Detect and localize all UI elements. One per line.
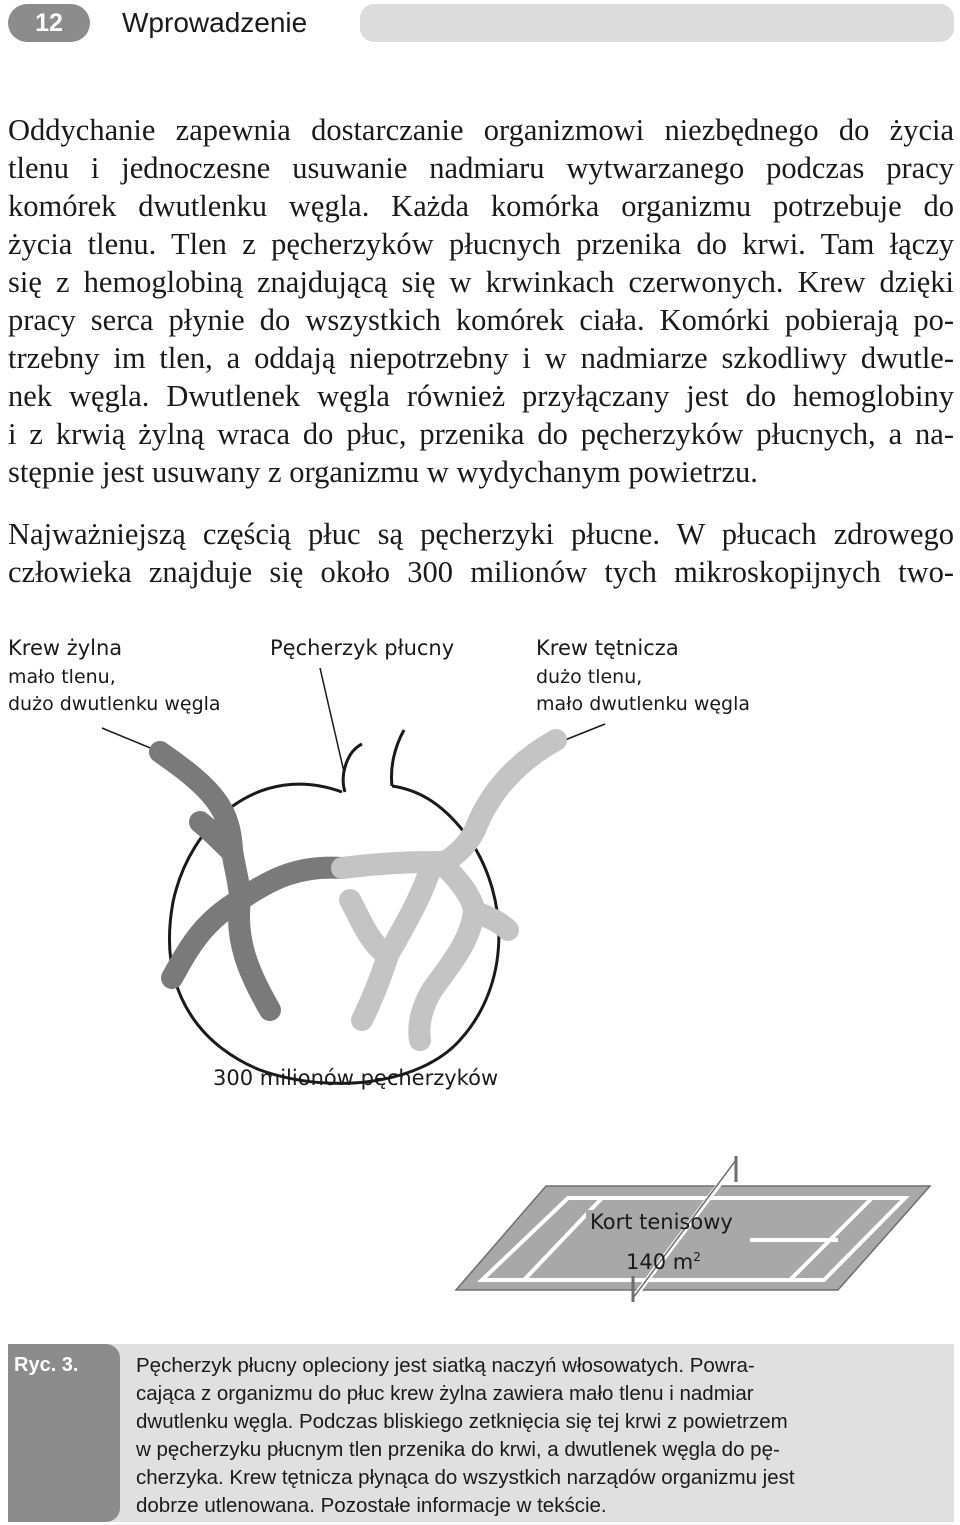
court-area-label [626, 1250, 701, 1274]
caption-line: dobrze utlenowana. Pozostałe informacje w tekście. [136, 1494, 607, 1517]
venous-capillaries [160, 752, 342, 1010]
caption-line: dwutlenku węgla. Podczas bliskiego zetknięcia się tej krwi z powietrzem [136, 1410, 788, 1433]
header-bar [360, 4, 954, 42]
paragraph-line: Oddychanie zapewnia dostarczanie organizmowi niezbędnego do życia [8, 113, 954, 147]
venous-blood-detail-1: mało tlenu, [8, 666, 116, 688]
caption-line: Pęcherzyk płucny opleciony jest siatką naczyń włosowatych. Powra- [136, 1354, 755, 1377]
caption-line: cająca z organizmu do płuc krew żylna zawiera mało tlenu i nadmiar [136, 1382, 754, 1405]
paragraph-line: stępnie jest usuwany z organizmu w wydychanym powietrzu. [8, 455, 758, 489]
court-area-exponent: 2 [693, 1250, 701, 1264]
caption-text [136, 1352, 948, 1520]
alveolus-diagram [0, 600, 960, 1330]
alveolus-figure [0, 600, 960, 1330]
paragraph-2 [8, 515, 954, 591]
paragraph-1 [8, 111, 954, 491]
alveolus-label: Pęcherzyk płucny [270, 636, 455, 660]
paragraph-line: komórek dwutlenku węgla. Każda komórka organizmu potrzebuje do [8, 189, 954, 223]
page-number: 12 [8, 4, 90, 42]
paragraph-line: Najważniejszą częścią płuc są pęcherzyki płucne. W płucach zdrowego [8, 517, 954, 551]
paragraph-line: tlenu i jednoczesne usuwanie nadmiaru wytwarzanego podczas pracy [8, 151, 954, 185]
venous-blood-label: Krew żylna [8, 636, 123, 660]
paragraph-line: trzebny im tlen, a oddają niepotrzebny i w nadmiarze szkodliwy dwutle- [8, 341, 954, 375]
alveolus-opening-right [392, 730, 405, 786]
alveoli-count-label: 300 milionów pęcherzyków [213, 1066, 499, 1090]
chapter-title: Wprowadzenie [122, 7, 308, 38]
caption-line: w pęcherzyku płucnym tlen przenika do krwi, a dwutlenek węgla do pę- [136, 1438, 780, 1461]
arterial-capillaries [342, 740, 556, 1040]
caption-line: cherzyka. Krew tętnicza płynąca do wszystkich narządów organizmu jest [136, 1466, 795, 1489]
arterial-blood-detail-2: mało dwutlenku węgla [536, 693, 751, 715]
paragraph-line: człowieka znajduje się około 300 milionów tych mikroskopijnych two- [8, 555, 954, 589]
paragraph-line: życia tlenu. Tlen z pęcherzyków płucnych przenika do krwi. Tam łączy [8, 227, 954, 261]
paragraph-line: i z krwią żylną wraca do płuc, przenika do pęcherzyków płucnych, a na- [8, 417, 954, 451]
caption-tab [8, 1344, 120, 1522]
paragraph-line: pracy serca płynie do wszystkich komórek ciała. Komórki pobierają po- [8, 303, 954, 337]
alveolus-leader-line [320, 668, 344, 772]
arterial-blood-detail-1: dużo tlenu, [536, 666, 643, 688]
venous-blood-detail-2: dużo dwutlenku węgla [8, 693, 221, 715]
alveolus-opening-left [343, 744, 362, 792]
arterial-blood-label: Krew tętnicza [536, 636, 679, 660]
paragraph-line: nek węgla. Dwutlenek węgla również przyłączany jest do hemoglobiny [8, 379, 954, 413]
paragraph-line: się z hemoglobiną znajdującą się w krwinkach czerwonych. Krew dzięki [8, 265, 954, 299]
caption-label: Ryc. 3. [14, 1354, 79, 1376]
court-label: Kort tenisowy [590, 1210, 733, 1234]
court-area-value: 140 m [626, 1250, 694, 1274]
figure-caption [8, 1344, 954, 1522]
